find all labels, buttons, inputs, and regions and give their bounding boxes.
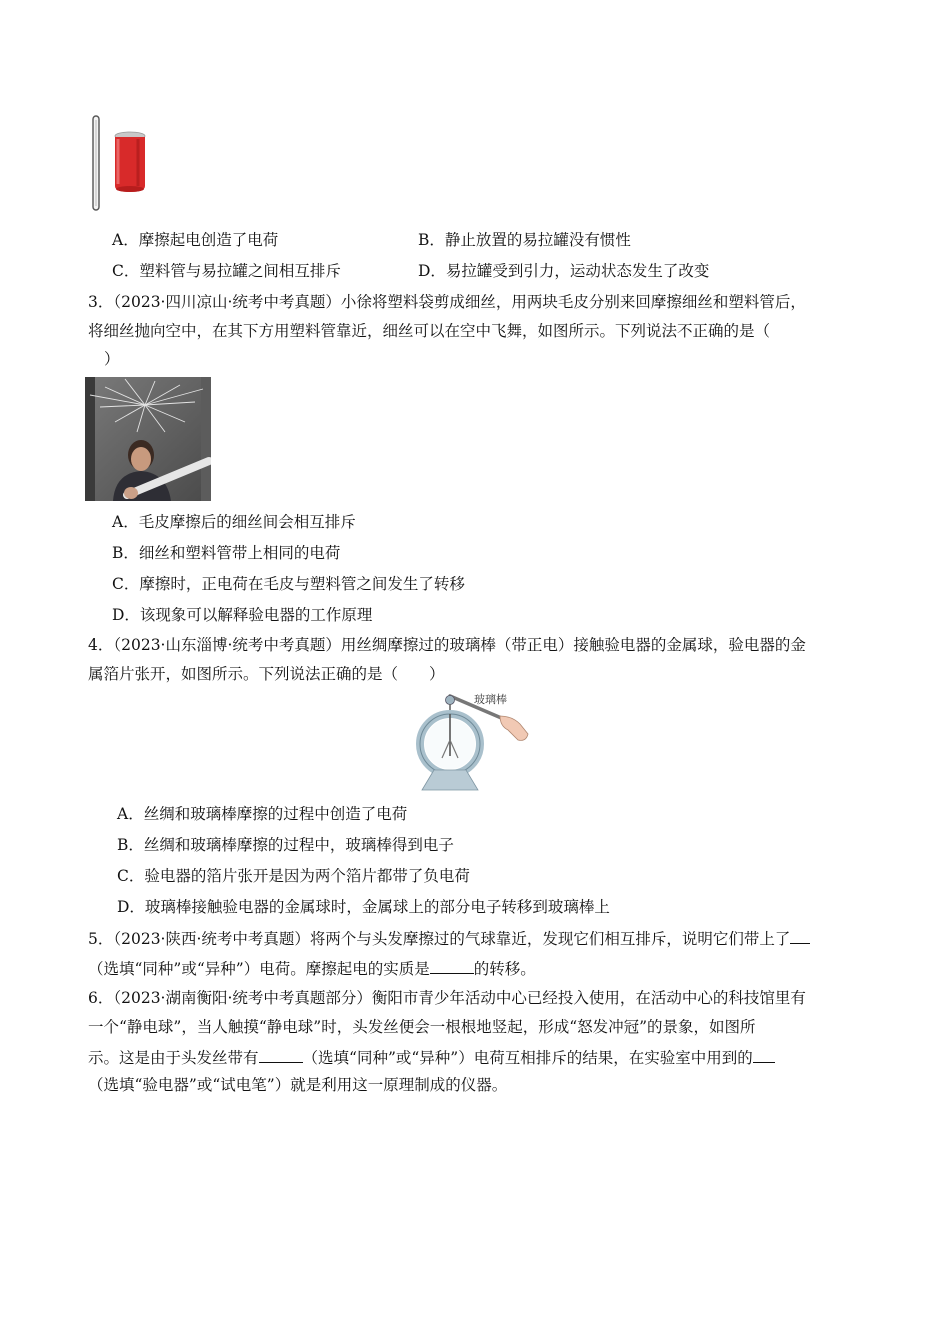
q2-option-d: D．易拉罐受到引力，运动状态发生了改变 [418, 262, 710, 280]
q2-option-c: C．塑料管与易拉罐之间相互排斥 [112, 262, 341, 280]
q4-stem-line1: 4．（2023·山东淄博·统考中考真题）用丝绸摩擦过的玻璃棒（带正电）接触验电器的金属球，验电器的金 [88, 636, 806, 654]
q4-option-a: A．丝绸和玻璃棒摩擦的过程中创造了电荷 [117, 805, 408, 823]
q4-option-b: B．丝绸和玻璃棒摩擦的过程中，玻璃棒得到电子 [117, 836, 454, 854]
q3-option-a: A．毛皮摩擦后的细丝间会相互排斥 [112, 513, 356, 531]
glass-rod-label: 玻璃棒 [474, 693, 507, 706]
q6-stem-line2: 一个“静电球”，当人触摸“静电球”时，头发丝便会一根根地竖起，形成“怒发冲冠”的景象，如图所 [88, 1018, 756, 1036]
floating-threads-illustration [85, 377, 211, 501]
q5-line2-text-b: 的转移。 [473, 960, 536, 978]
q5-blank-1[interactable] [790, 927, 810, 944]
q5-line1-text: 5．（2023·陕西·统考中考真题）将两个与头发摩擦过的气球靠近，发现它们相互排斥，说明它们带上了 [88, 930, 791, 948]
tube-can-figure [88, 114, 158, 212]
q6-blank-2[interactable] [753, 1046, 775, 1063]
q6-line3-text-b: （选填“同种”或“异种”）电荷互相排斥的结果，在实验室中用到的 [302, 1049, 753, 1067]
q5-stem-line1 [88, 927, 810, 949]
q3-option-d: D．该现象可以解释验电器的工作原理 [112, 606, 373, 624]
q6-stem-line3 [88, 1046, 775, 1068]
q3-stem-line3: ） [104, 350, 120, 368]
floating-threads-photo [85, 377, 211, 501]
q6-line3-text-a: 示。这是由于头发丝带有 [88, 1049, 259, 1067]
q6-stem-line1: 6．（2023·湖南衡阳·统考中考真题部分）衡阳市青少年活动中心已经投入使用，在活动中心的科技馆里有 [88, 989, 806, 1007]
q5-blank-2[interactable] [430, 957, 474, 974]
q3-option-c: C．摩擦时，正电荷在毛皮与塑料管之间发生了转移 [112, 575, 465, 593]
q3-stem-line2: 将细丝抛向空中，在其下方用塑料管靠近，细丝可以在空中飞舞，如图所示。下列说法不正确的是（ [88, 322, 771, 340]
q6-stem-line4: （选填“验电器”或“试电笔”）就是利用这一原理制成的仪器。 [88, 1076, 508, 1094]
q4-stem-line2: 属箔片张开，如图所示。下列说法正确的是（ ） [88, 665, 445, 683]
q5-stem-line2 [88, 957, 536, 979]
q5-line2-text-a: （选填“同种”或“异种”）电荷。摩擦起电的实质是 [88, 960, 430, 978]
tube-can-illustration [88, 114, 158, 212]
q3-stem-line1: 3．（2023·四川凉山·统考中考真题）小徐将塑料袋剪成细丝，用两块毛皮分别来回摩擦细丝和塑料管后， [88, 293, 806, 311]
q4-option-d: D．玻璃棒接触验电器的金属球时，金属球上的部分电子转移到玻璃棒上 [117, 898, 610, 916]
q3-option-b: B．细丝和塑料管带上相同的电荷 [112, 544, 341, 562]
q6-blank-1[interactable] [259, 1046, 303, 1063]
q2-option-b: B．静止放置的易拉罐没有惯性 [418, 231, 631, 249]
q4-option-c: C．验电器的箔片张开是因为两个箔片都带了负电荷 [117, 867, 470, 885]
q2-option-a: A．摩擦起电创造了电荷 [112, 231, 279, 249]
